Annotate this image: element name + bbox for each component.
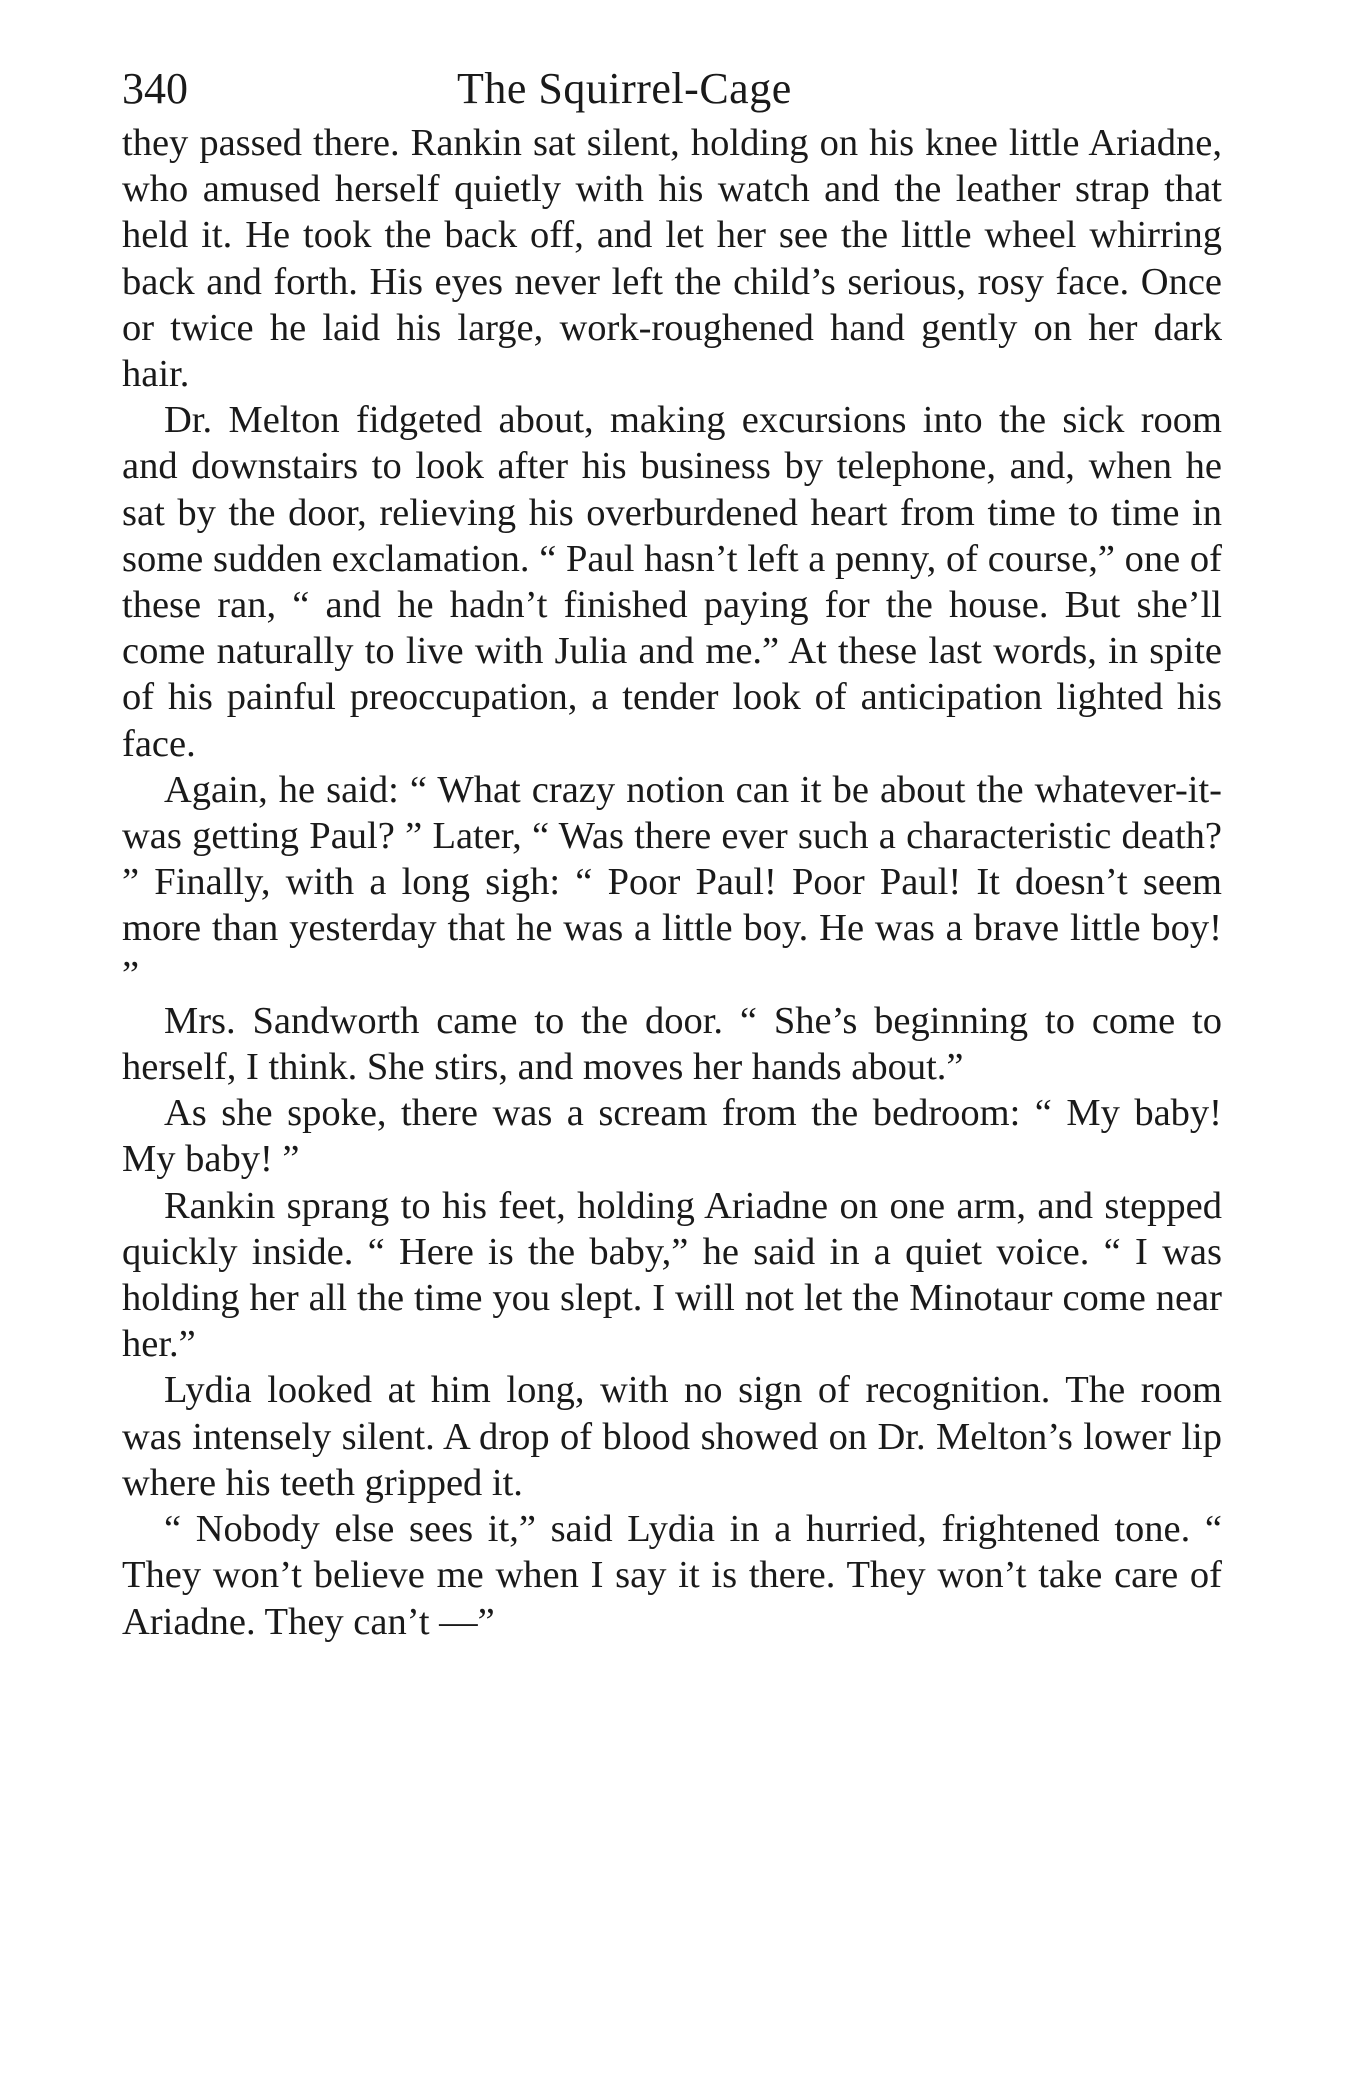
paragraph-7: Lydia looked at him long, with no sign of recognition. The room was intensely silent. A drop of blood showed on Dr. Melton’s lower lip where his teeth gripped it.	[122, 1369, 1222, 1504]
body-text	[122, 120, 1222, 1645]
paragraph-2: Dr. Melton fidgeted about, making excursions into the sick room and downstairs to look after his business by telephone, and, when he sat by the door, relieving his overburdened heart from time to time in some sudden exclamation. “ Paul hasn’t left a penny, of course,” one of these ran, “ and he hadn’t finished paying for the house. But she’ll come naturally to live with Julia and me.” At these last words, in spite of his painful preoccupation, a tender look of anticipation lighted his face.	[122, 399, 1222, 765]
page-header	[122, 58, 1222, 120]
paragraph-4: Mrs. Sandworth came to the door. “ She’s beginning to come to herself, I think. She stirs, and moves her hands about.”	[122, 999, 1222, 1089]
paragraph-8: “ Nobody else sees it,” said Lydia in a hurried, frightened tone. “ They won’t believe me when I say it is there. They won’t take care of Ariadne. They can’t —”	[122, 1508, 1222, 1643]
book-page	[122, 58, 1222, 1645]
paragraph-3: Again, he said: “ What crazy notion can it be about the whatever-it-was getting Paul? ” Later, “ Was there ever such a characteristic death? ” Finally, with a long sigh: “ Poor Paul! Poor Paul! It doesn’t seem more than yesterday that he was a little boy. He was a brave little boy! ”	[122, 768, 1222, 996]
page-number: 340	[122, 64, 188, 113]
running-title: The Squirrel-Cage	[457, 64, 792, 113]
paragraph-6: Rankin sprang to his feet, holding Ariadne on one arm, and stepped quickly inside. “ Here is the baby,” he said in a quiet voice. “ I was holding her all the time you slept. I will not let the Minotaur come near her.”	[122, 1184, 1222, 1366]
paragraph-1: they passed there. Rankin sat silent, holding on his knee little Ariadne, who amused herself quietly with his watch and the leather strap that held it. He took the back off, and let her see the little wheel whirring back and forth. His eyes never left the child’s serious, rosy face. Once or twice he laid his large, work-roughened hand gently on her dark hair.	[122, 122, 1222, 396]
paragraph-5: As she spoke, there was a scream from the bedroom: “ My baby! My baby! ”	[122, 1092, 1222, 1181]
